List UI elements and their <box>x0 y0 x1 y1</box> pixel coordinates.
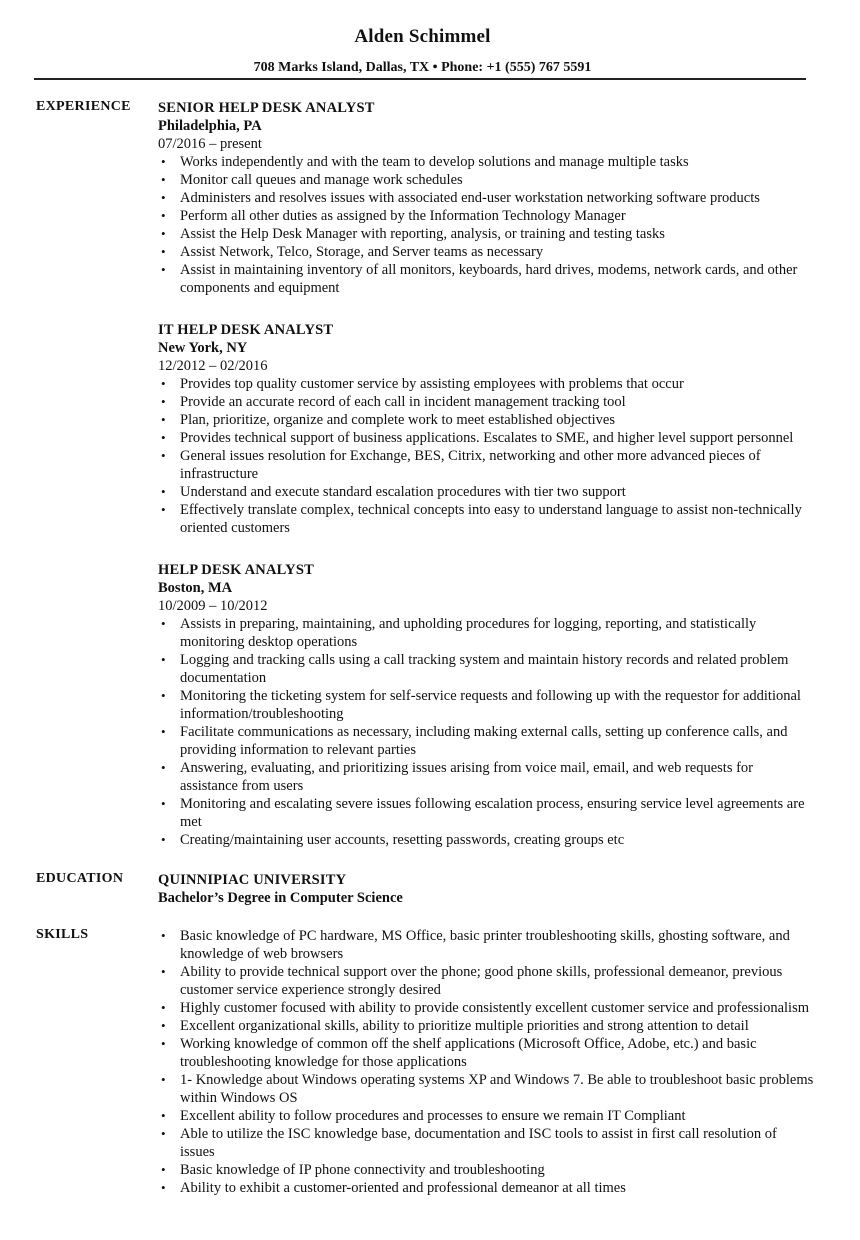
skill-item: • 1- Knowledge about Windows operating systems XP and Windows 7. Be able to troubleshoot basic problems within Windows OS <box>158 1071 814 1107</box>
education-content <box>158 871 814 907</box>
job-dates: 10/2009 – 10/2012 <box>158 598 268 614</box>
section-title-skills: SKILLS <box>36 927 89 942</box>
school-name: QUINNIPIAC UNIVERSITY <box>158 872 347 888</box>
bullet-item: • Understand and execute standard escalation procedures with tier two support <box>158 483 814 501</box>
job-entry <box>158 99 814 297</box>
bullet-item: • Effectively translate complex, technical concepts into easy to understand language to assist non-technically oriented customers <box>158 501 814 537</box>
skill-item: • Ability to exhibit a customer-oriented and professional demeanor at all times <box>158 1179 814 1197</box>
bullet-item: • Provides technical support of business applications. Escalates to SME, and higher level support personnel <box>158 429 814 447</box>
bullet-item: • Assist the Help Desk Manager with reporting, analysis, or training and testing tasks <box>158 225 814 243</box>
skill-item: • Excellent organizational skills, ability to prioritize multiple priorities and strong attention to detail <box>158 1017 814 1035</box>
bullet-item: • Administers and resolves issues with associated end-user workstation networking software products <box>158 189 814 207</box>
job-location: Philadelphia, PA <box>158 118 262 134</box>
job-location: New York, NY <box>158 340 248 356</box>
contact-line: 708 Marks Island, Dallas, TX • Phone: +1 (555) 767 5591 <box>253 60 592 75</box>
skill-item: • Basic knowledge of PC hardware, MS Office, basic printer troubleshooting skills, ghosting software, and knowledge of web browsers <box>158 927 814 963</box>
experience-content <box>158 99 814 873</box>
bullet-item: • General issues resolution for Exchange, BES, Citrix, networking and other more advanced pieces of infrastructure <box>158 447 814 483</box>
skills-bullets <box>158 927 814 1197</box>
section-title-education: EDUCATION <box>36 871 124 886</box>
skill-item: • Ability to provide technical support over the phone; good phone skills, professional demeanor, previous customer service experience strongly desired <box>158 963 814 999</box>
job-location: Boston, MA <box>158 580 233 596</box>
job-dates: 07/2016 – present <box>158 136 262 152</box>
skill-item: • Basic knowledge of IP phone connectivity and troubleshooting <box>158 1161 814 1179</box>
bullet-item: • Plan, prioritize, organize and complete work to meet established objectives <box>158 411 814 429</box>
job-bullets <box>158 615 814 849</box>
bullet-item: • Monitoring the ticketing system for self-service requests and following up with the requestor for additional information/troubleshooting <box>158 687 814 723</box>
bullet-item: • Monitor call queues and manage work schedules <box>158 171 814 189</box>
job-title: IT HELP DESK ANALYST <box>158 322 334 338</box>
bullet-item: • Assist Network, Telco, Storage, and Server teams as necessary <box>158 243 814 261</box>
skill-item: • Highly customer focused with ability to provide consistently excellent customer service and professionalism <box>158 999 814 1017</box>
bullet-item: • Monitoring and escalating severe issues following escalation process, ensuring service level agreements are met <box>158 795 814 831</box>
bullet-item: • Creating/maintaining user accounts, resetting passwords, creating groups etc <box>158 831 814 849</box>
candidate-name: Alden Schimmel <box>354 26 491 47</box>
bullet-item: • Assists in preparing, maintaining, and upholding procedures for logging, reporting, and statistically monitoring desktop operations <box>158 615 814 651</box>
job-bullets <box>158 153 814 297</box>
skill-item: • Excellent ability to follow procedures and processes to ensure we remain IT Compliant <box>158 1107 814 1125</box>
skills-content <box>158 927 814 1197</box>
job-entry <box>158 561 814 849</box>
job-dates: 12/2012 – 02/2016 <box>158 358 268 374</box>
job-bullets <box>158 375 814 537</box>
bullet-item: • Answering, evaluating, and prioritizing issues arising from voice mail, email, and web requests for assistance from users <box>158 759 814 795</box>
bullet-item: • Provides top quality customer service by assisting employees with problems that occur <box>158 375 814 393</box>
bullet-item: • Provide an accurate record of each call in incident management tracking tool <box>158 393 814 411</box>
job-entry <box>158 321 814 537</box>
bullet-item: • Logging and tracking calls using a call tracking system and maintain history records and related problem documentation <box>158 651 814 687</box>
section-title-experience: EXPERIENCE <box>36 99 131 114</box>
bullet-item: • Facilitate communications as necessary, including making external calls, setting up conference calls, and providing information to relevant parties <box>158 723 814 759</box>
skill-item: • Working knowledge of common off the shelf applications (Microsoft Office, Adobe, etc.) and basic troubleshooting knowledge for those applications <box>158 1035 814 1071</box>
bullet-item: • Assist in maintaining inventory of all monitors, keyboards, hard drives, modems, network cards, and other components and equipment <box>158 261 814 297</box>
bullet-item: • Perform all other duties as assigned by the Information Technology Manager <box>158 207 814 225</box>
job-title: SENIOR HELP DESK ANALYST <box>158 100 375 116</box>
header-divider <box>34 78 806 80</box>
bullet-item: • Works independently and with the team to develop solutions and manage multiple tasks <box>158 153 814 171</box>
degree-name: Bachelor’s Degree in Computer Science <box>158 890 403 906</box>
job-title: HELP DESK ANALYST <box>158 562 314 578</box>
skill-item: • Able to utilize the ISC knowledge base, documentation and ISC tools to assist in first call resolution of issues <box>158 1125 814 1161</box>
